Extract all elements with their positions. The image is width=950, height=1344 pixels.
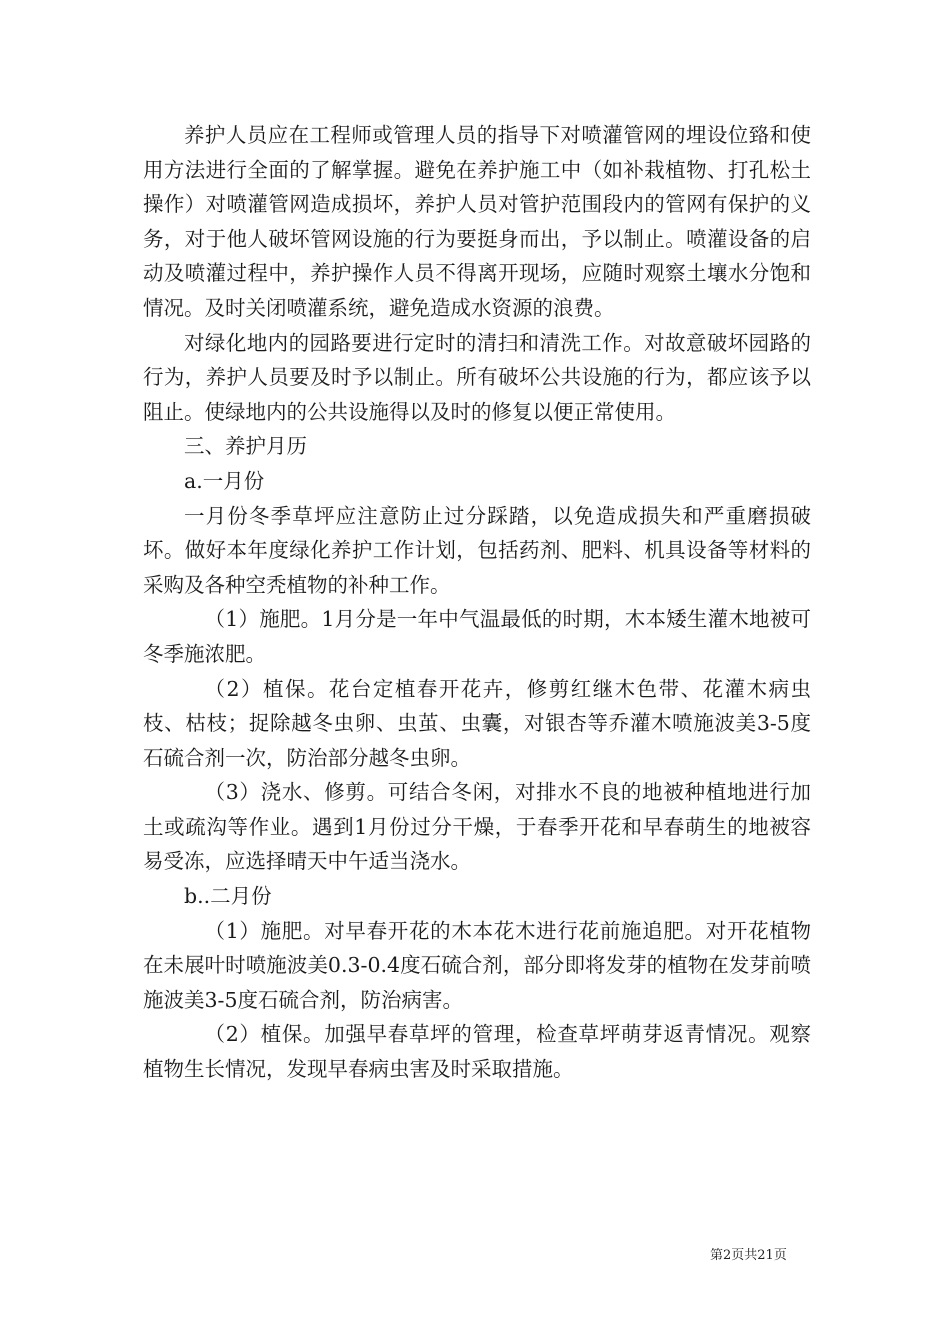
list-item-january-plant-protection: （2）植保。花台定植春开花卉，修剪红继木色带、花灌木病虫枝、枯枝；捉除越冬虫卵、虫茧、虫囊，对银杏等乔灌木喷施波美3-5度石硫合剂一次，防治部分越冬虫卵。 <box>143 676 811 770</box>
list-item-january-fertilize: （1）施肥。1月分是一年中气温最低的时期，木本矮生灌木地被可冬季施浓肥。 <box>143 607 811 666</box>
document-body <box>143 118 811 1087</box>
paragraph-garden-paths: 对绿化地内的园路要进行定时的清扫和清洗工作。对故意破坏园路的行为，养护人员要及时予以制止。所有破坏公共设施的行为，都应该予以阻止。使绿地内的公共设施得以及时的修复以便正常使用。 <box>143 330 811 424</box>
paragraph-irrigation-maintenance: 养护人员应在工程师或管理人员的指导下对喷灌管网的埋设位臵和使用方法进行全面的了解掌握。避免在养护施工中（如补栽植物、打孔松土操作）对喷灌管网造成损坏，养护人员对管护范围段内的管网有保护的义务，对于他人破坏管网设施的行为要挺身而出，予以制止。喷灌设备的启动及喷灌过程中，养护操作人员不得离开现场，应随时观察土壤水分饱和情况。及时关闭喷灌系统，避免造成水资源的浪费。 <box>143 123 811 320</box>
paragraph-january-intro: 一月份冬季草坪应注意防止过分踩踏，以免造成损失和严重磨损破坏。做好本年度绿化养护工作计划，包括药剂、肥料、机具设备等材料的采购及各种空秃植物的补种工作。 <box>143 503 811 597</box>
list-item-february-fertilize: （1）施肥。对早春开花的木本花木进行花前施追肥。对开花植物在未展叶时喷施波美0.3-0.4度石硫合剂，部分即将发芽的植物在发芽前喷施波美3-5度石硫合剂，防治病害。 <box>143 918 811 1012</box>
subheading-january: a.一月份 <box>184 468 265 493</box>
page-number-footer: 第2页共21页 <box>710 1248 787 1263</box>
list-item-january-watering-pruning: （3）浇水、修剪。可结合冬闲，对排水不良的地被种植地进行加土或疏沟等作业。遇到1月份过分干燥，于春季开花和早春萌生的地被容易受冻，应选择晴天中午适当浇水。 <box>143 780 811 874</box>
section-heading-maintenance-calendar: 三、养护月历 <box>184 434 307 459</box>
list-item-february-plant-protection: （2）植保。加强早春草坪的管理，检查草坪萌芽返青情况。观察植物生长情况，发现早春病虫害及时采取措施。 <box>143 1022 811 1082</box>
subheading-february: b..二月份 <box>184 884 272 909</box>
